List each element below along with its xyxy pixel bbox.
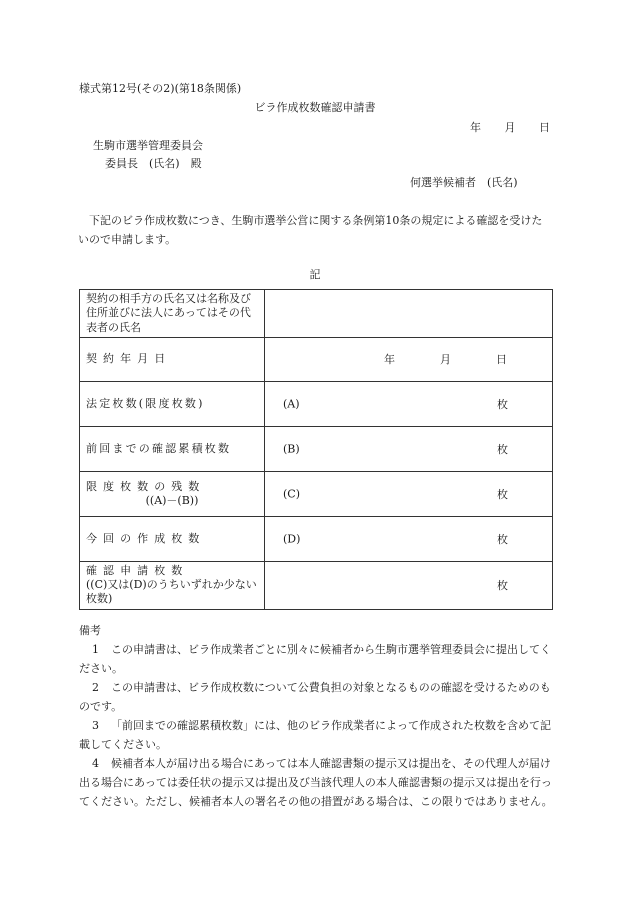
note-item xyxy=(79,754,554,811)
ki-heading: 記 xyxy=(309,268,321,281)
addressee-chair: 委員長 (氏名) 殿 xyxy=(105,157,202,170)
field-current-count[interactable] xyxy=(265,516,553,561)
table-row xyxy=(80,471,553,516)
note-item xyxy=(79,640,554,678)
table-row xyxy=(80,516,553,561)
unit-sheets: 枚 xyxy=(497,442,508,456)
month-mark: 月 xyxy=(440,353,451,367)
remaining-label-main: 限度枚数の残数 xyxy=(86,479,206,493)
field-requested-count[interactable] xyxy=(265,561,553,609)
table-row xyxy=(80,337,553,381)
page-title: ビラ作成枚数確認申請書 xyxy=(254,101,376,114)
unit-sheets: 枚 xyxy=(497,579,508,593)
row-label-cumulative-count: 前回までの確認累積枚数 xyxy=(80,426,265,471)
note-item xyxy=(79,678,554,716)
field-contractor[interactable] xyxy=(265,290,553,338)
note-text: 「前回までの確認累積枚数」には、他のビラ作成業者によって作成された枚数を含めて記載してください。 xyxy=(79,719,551,751)
field-legal-count[interactable] xyxy=(265,381,553,426)
requested-label-note: ((C)又は(D)のうちいずれか少ない枚数) xyxy=(86,578,257,606)
date-line: 年 月 日 xyxy=(470,121,550,134)
application-table xyxy=(79,289,553,610)
applicant-candidate: 何選挙候補者 (氏名) xyxy=(410,176,518,189)
row-label-legal-count: 法定枚数(限度枚数) xyxy=(80,381,265,426)
field-remaining-count[interactable] xyxy=(265,471,553,516)
note-text: この申請書は、ビラ作成枚数について公費負担の対象となるものの確認を受けるためのものです。 xyxy=(79,681,551,713)
unit-sheets: 枚 xyxy=(497,397,508,411)
field-contract-date[interactable] xyxy=(265,337,553,381)
application-statement: 下記のビラ作成枚数につき、生駒市選挙公営に関する条例第10条の規定による確認を受けたいので申請します。 xyxy=(78,214,543,246)
day-mark: 日 xyxy=(496,353,507,367)
code-d: (D) xyxy=(283,532,301,546)
note-number: 1 xyxy=(92,643,99,656)
note-text: 候補者本人が届け出る場合にあっては本人確認書類の提示又は提出を、その代理人が届け出る場合にあっては委任状の提示又は提出及び当該代理人の本人確認書類の提示又は提出を行ってください。ただし、候補者本人の署名その他の措置がある場合は、この限りではありません。 xyxy=(79,757,553,808)
table-row xyxy=(80,561,553,609)
unit-sheets: 枚 xyxy=(497,532,508,546)
remaining-label-formula: ((A)－(B)) xyxy=(145,493,199,507)
note-number: 2 xyxy=(92,681,99,694)
requested-label-main: 確認申請枚数 xyxy=(86,563,189,577)
note-number: 3 xyxy=(92,719,99,732)
code-b: (B) xyxy=(283,442,300,456)
table-row xyxy=(80,381,553,426)
form-number: 様式第12号(その2)(第18条関係) xyxy=(79,82,242,95)
code-a: (A) xyxy=(283,397,300,411)
note-number: 4 xyxy=(92,757,99,770)
addressee-committee: 生駒市選挙管理委員会 xyxy=(93,139,203,152)
row-label-requested-count xyxy=(80,561,265,609)
note-item xyxy=(79,716,554,754)
field-cumulative-count[interactable] xyxy=(265,426,553,471)
code-c: (C) xyxy=(283,487,300,501)
row-label-contract-date: 契約年月日 xyxy=(80,337,265,381)
table-row xyxy=(80,426,553,471)
row-label-current-count: 今回の作成枚数 xyxy=(80,516,265,561)
unit-sheets: 枚 xyxy=(497,487,508,501)
notes-heading: 備考 xyxy=(79,624,101,637)
table-row xyxy=(80,290,553,338)
row-label-remaining-count xyxy=(80,471,265,516)
note-text: この申請書は、ビラ作成業者ごとに別々に候補者から生駒市選挙管理委員会に提出してください。 xyxy=(79,643,551,675)
row-label-contractor: 契約の相手方の氏名又は名称及び住所並びに法人にあってはその代表者の氏名 xyxy=(80,290,265,338)
year-mark: 年 xyxy=(384,353,395,367)
